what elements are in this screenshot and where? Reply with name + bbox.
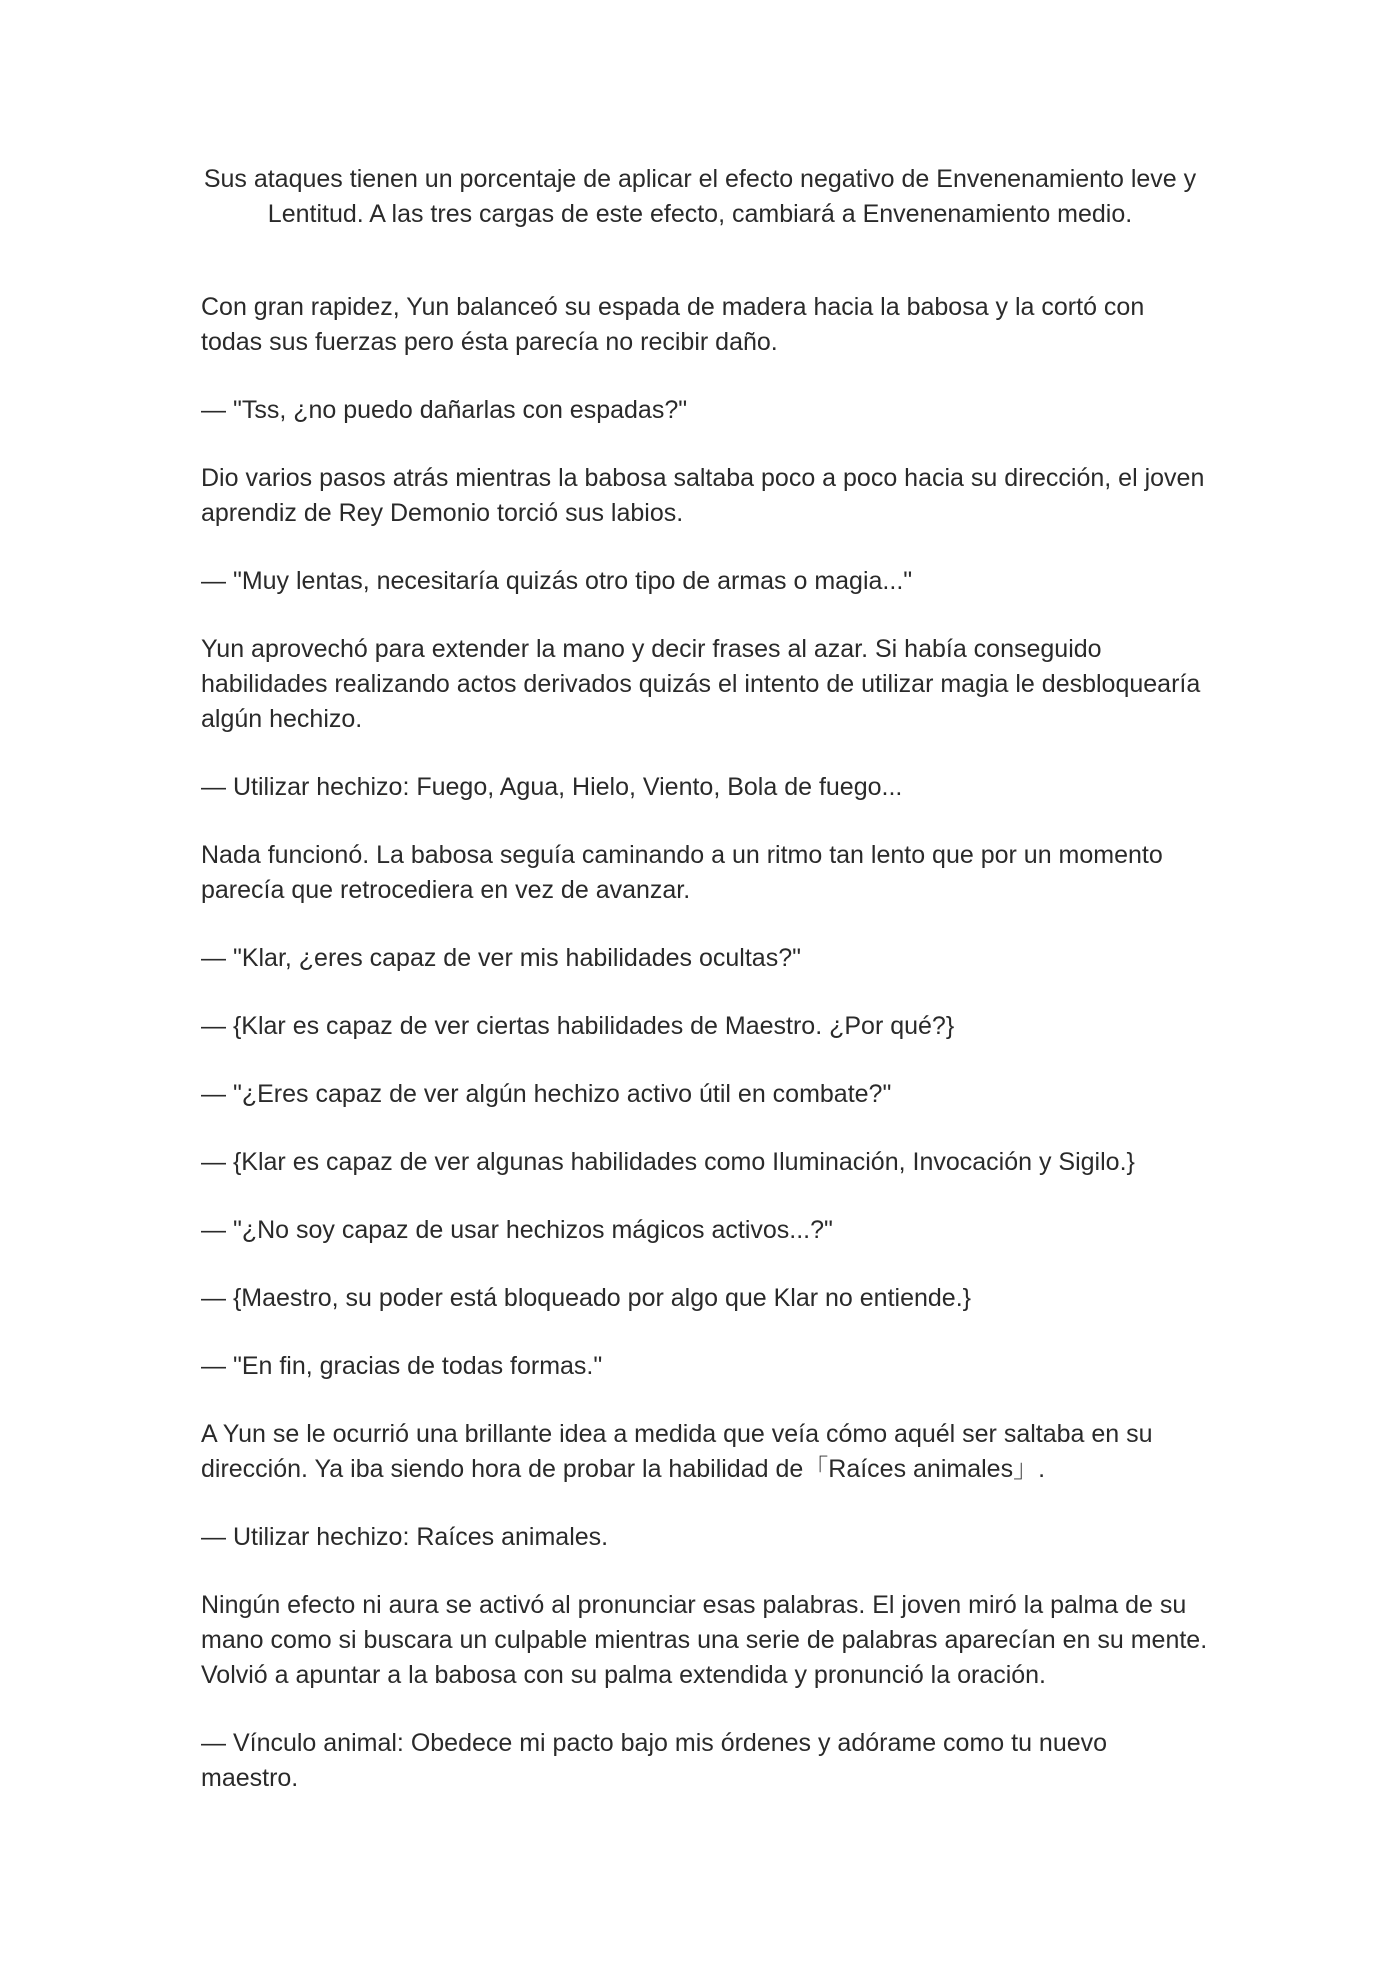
- klar-line-3: — {Maestro, su poder está bloqueado por algo que Klar no entiende.}: [201, 1284, 971, 1312]
- paragraph-3: Yun aprovechó para extender la mano y decir frases al azar. Si había conseguido habilidades realizando actos derivados quizás el intento de utilizar magia le desbloquearía algún hechizo.: [201, 635, 1201, 733]
- paragraph-2: Dio varios pasos atrás mientras la babosa saltaba poco a poco hacia su dirección, el joven aprendiz de Rey Demonio torció sus labios.: [201, 464, 1205, 527]
- dialogue-line-4: — "¿Eres capaz de ver algún hechizo activo útil en combate?": [201, 1080, 892, 1108]
- klar-line-1: — {Klar es capaz de ver ciertas habilidades de Maestro. ¿Por qué?}: [201, 1012, 955, 1040]
- paragraph-1: Con gran rapidez, Yun balanceó su espada de madera hacia la babosa y la cortó con todas sus fuerzas pero ésta parecía no recibir daño.: [201, 293, 1145, 356]
- dialogue-line-6: — "En fin, gracias de todas formas.": [201, 1352, 603, 1380]
- klar-line-2: — {Klar es capaz de ver algunas habilidades como Iluminación, Invocación y Sigilo.}: [201, 1148, 1135, 1176]
- dialogue-line-1: — "Tss, ¿no puedo dañarlas con espadas?": [201, 396, 688, 424]
- spell-line-2: — Utilizar hechizo: Raíces animales.: [201, 1523, 609, 1551]
- paragraph-5: A Yun se le ocurrió una brillante idea a medida que veía cómo aquél ser saltaba en su dirección. Ya iba siendo hora de probar la habilidad de「Raíces animales」.: [201, 1420, 1153, 1483]
- spell-line-3: — Vínculo animal: Obedece mi pacto bajo mis órdenes y adórame como tu nuevo maestro.: [201, 1729, 1108, 1792]
- story-body: [201, 290, 1211, 1829]
- intro-paragraph: Sus ataques tienen un porcentaje de aplicar el efecto negativo de Envenenamiento leve y Lentitud. A las tres cargas de este efecto, cambiará a Envenenamiento medio.: [203, 165, 1197, 228]
- paragraph-4: Nada funcionó. La babosa seguía caminando a un ritmo tan lento que por un momento parecía que retrocediera en vez de avanzar.: [201, 841, 1163, 904]
- dialogue-line-5: — "¿No soy capaz de usar hechizos mágicos activos...?": [201, 1216, 833, 1244]
- spell-line-1: — Utilizar hechizo: Fuego, Agua, Hielo, Viento, Bola de fuego...: [201, 773, 903, 801]
- dialogue-line-2: — "Muy lentas, necesitaría quizás otro tipo de armas o magia...": [201, 567, 913, 595]
- dialogue-line-3: — "Klar, ¿eres capaz de ver mis habilidades ocultas?": [201, 944, 801, 972]
- paragraph-6: Ningún efecto ni aura se activó al pronunciar esas palabras. El joven miró la palma de su mano como si buscara un culpable mientras una serie de palabras aparecían en su mente. Volvió a apuntar a la babosa con su palma extendida y pronunció la oración.: [201, 1591, 1208, 1689]
